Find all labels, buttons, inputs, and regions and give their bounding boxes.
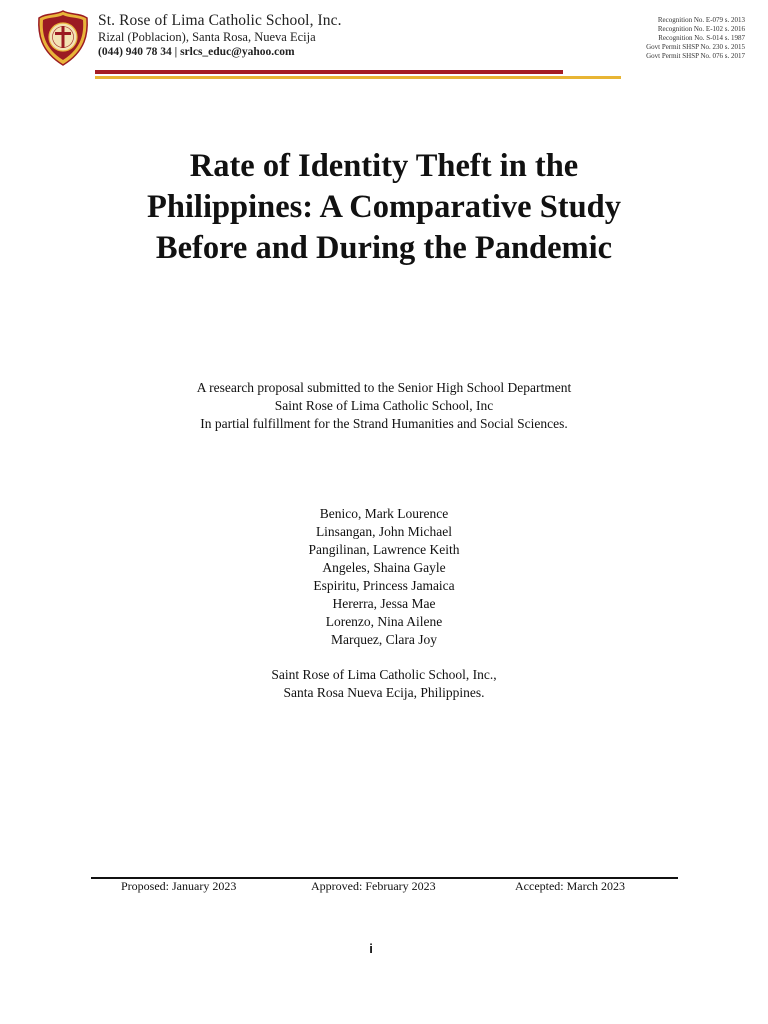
header-gold-band <box>95 76 621 79</box>
school-name: St. Rose of Lima Catholic School, Inc. <box>98 12 342 29</box>
recognition-item: Govt Permit SHSP No. 230 s. 2015 <box>646 43 745 51</box>
proposal-line: In partial fulfillment for the Strand Humanities and Social Sciences. <box>200 416 568 431</box>
recognition-item: Recognition No. S-014 s. 1987 <box>658 34 745 42</box>
author-name: Espiritu, Princess Jamaica <box>313 578 455 593</box>
school-contact: (044) 940 78 34 | srlcs_educ@yahoo.com <box>98 46 295 58</box>
title-line: Philippines: A Comparative Study <box>146 189 622 225</box>
accepted-date: Accepted: March 2023 <box>515 879 625 893</box>
document-title <box>0 146 768 269</box>
page-number: i <box>369 941 373 956</box>
approved-date: Approved: February 2023 <box>311 879 436 893</box>
recognition-item: Recognition No. E-079 s. 2013 <box>657 16 745 24</box>
title-line: Rate of Identity Theft in the <box>189 148 579 184</box>
recognition-item: Recognition No. E-102 s. 2016 <box>657 25 745 33</box>
author-name: Lorenzo, Nina Ailene <box>325 614 443 629</box>
author-name: Pangilinan, Lawrence Keith <box>308 542 460 557</box>
school-seal-icon <box>36 9 90 67</box>
header-red-band <box>95 70 563 74</box>
school-location-line: Santa Rosa Nueva Ecija, Philippines. <box>283 685 485 700</box>
author-name: Benico, Mark Lourence <box>319 506 449 521</box>
author-list <box>0 505 768 649</box>
proposed-date: Proposed: January 2023 <box>121 879 237 893</box>
author-name: Hererra, Jessa Mae <box>332 596 436 611</box>
author-name: Linsangan, John Michael <box>315 524 453 539</box>
proposal-line: Saint Rose of Lima Catholic School, Inc <box>274 398 494 413</box>
proposal-line: A research proposal submitted to the Senior High School Department <box>196 380 572 395</box>
author-name: Marquez, Clara Joy <box>330 632 438 647</box>
school-letterhead <box>98 12 342 59</box>
school-address: Rizal (Poblacion), Santa Rosa, Nueva Ecija <box>98 30 316 44</box>
recognition-list <box>646 16 745 61</box>
title-line: Before and During the Pandemic <box>155 230 613 266</box>
proposal-statement <box>0 379 768 433</box>
recognition-item: Govt Permit SHSP No. 076 s. 2017 <box>646 52 745 60</box>
author-name: Angeles, Shaina Gayle <box>322 560 446 575</box>
school-location <box>0 666 768 702</box>
school-location-line: Saint Rose of Lima Catholic School, Inc., <box>271 667 497 682</box>
